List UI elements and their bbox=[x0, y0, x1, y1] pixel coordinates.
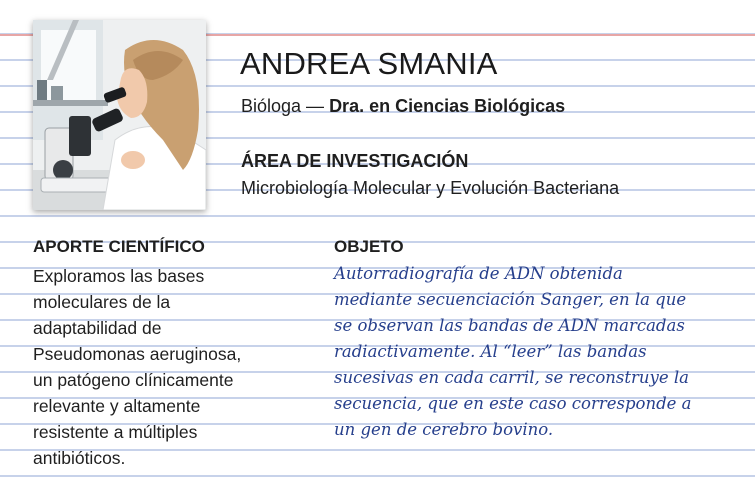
role-degree: Dra. en Ciencias Biológicas bbox=[329, 96, 566, 116]
role-title: Bióloga — bbox=[241, 96, 330, 116]
profile-photo bbox=[33, 20, 206, 210]
scientific-contribution-text: Exploramos las bases moleculares de la adaptabilidad de Pseudomonas aeruginosa, un patógeno clínicamente relevante y altamente resistente a múltiples antibióticos. bbox=[33, 266, 242, 468]
object-heading: OBJETO bbox=[334, 237, 404, 256]
research-area-text: Microbiología Molecular y Evolución Bacteriana bbox=[241, 178, 620, 198]
person-name: ANDREA SMANIA bbox=[240, 46, 498, 81]
person-role bbox=[241, 96, 565, 117]
research-area-heading: ÁREA DE INVESTIGACIÓN bbox=[241, 151, 469, 171]
scientific-contribution-heading: APORTE CIENTÍFICO bbox=[33, 237, 205, 256]
object-handwritten-text: Autorradiografía de ADN obtenida mediante secuenciación Sanger, en la que se observan las bandas de ADN marcadas radiactivamente. Al “leer” las bandas sucesivas en cada carril, se reconstruye la secuencia, que en este caso corresponde a un gen de cerebro bovino. bbox=[334, 264, 692, 439]
